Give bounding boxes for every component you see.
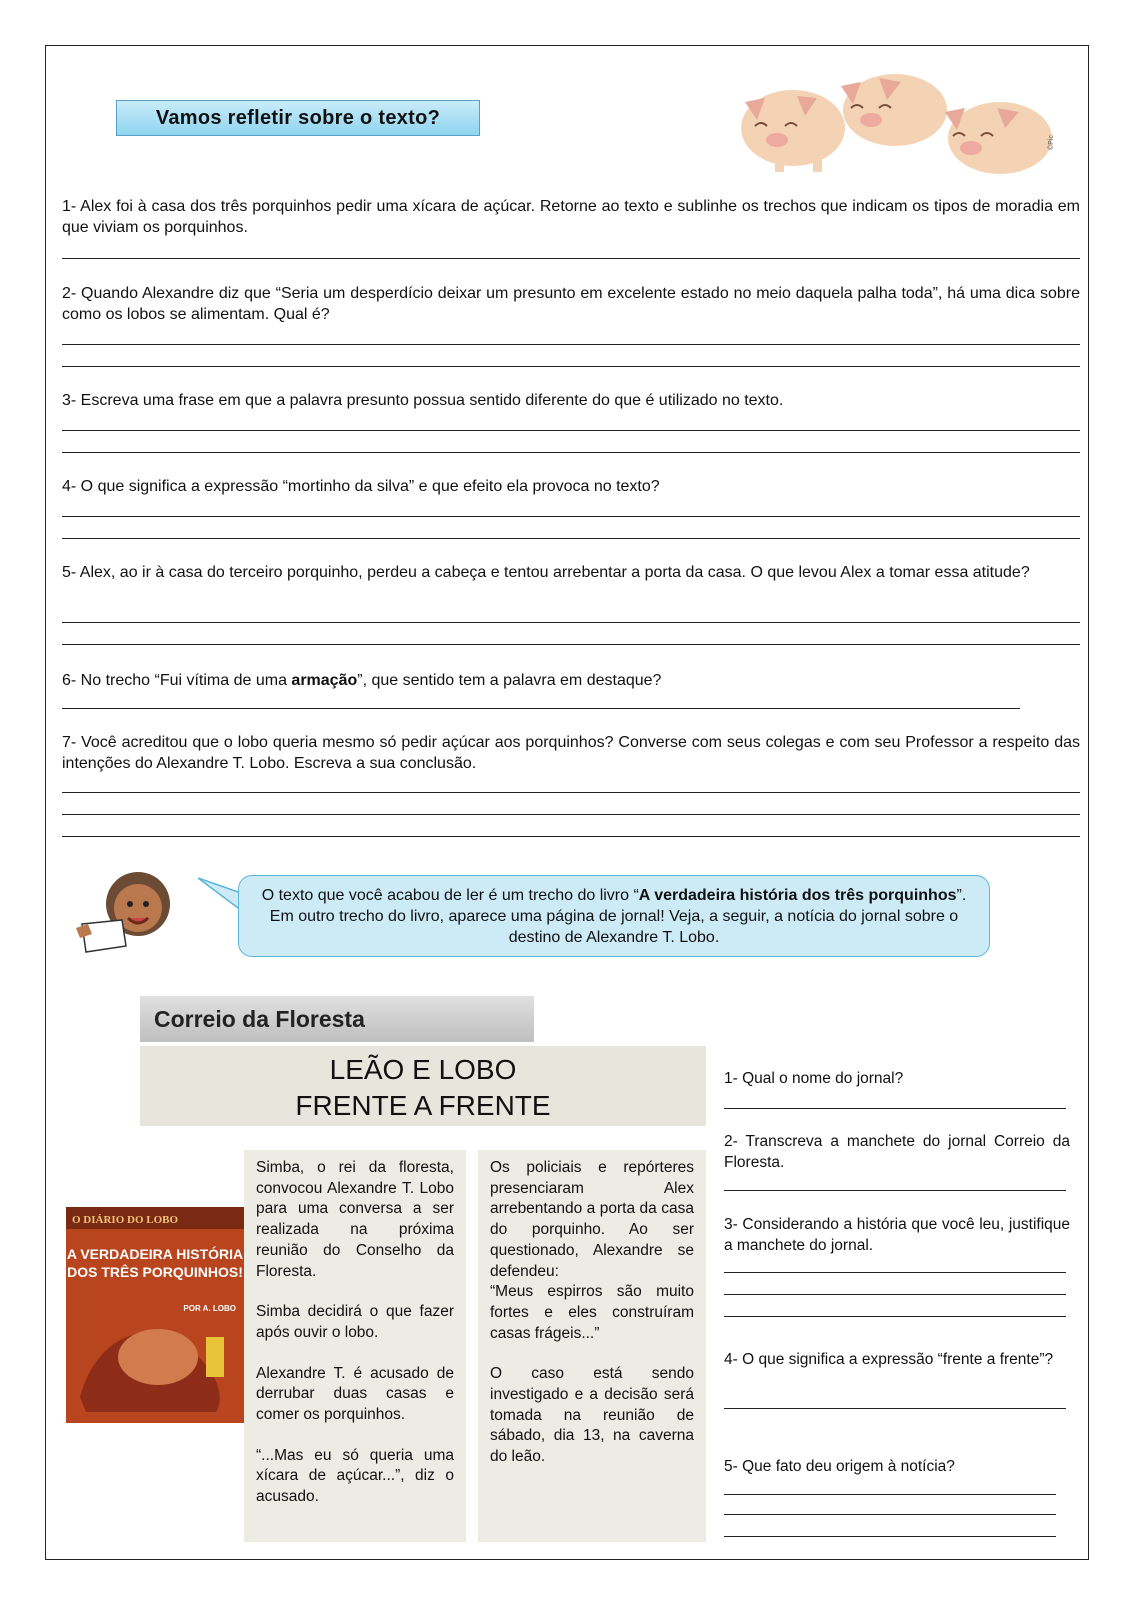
answer-line[interactable] (62, 708, 1020, 709)
pig-1 (741, 90, 845, 172)
article-paragraph: O caso está sendo investigado e a decisão será tomada na reunião de sábado, dia 13, na caverna do leão. (490, 1365, 694, 1466)
book-title-1: A VERDADEIRA HISTÓRIA (66, 1246, 244, 1262)
side-question-1: 1- Qual o nome do jornal? (724, 1070, 904, 1087)
article-paragraph: Simba, o rei da floresta, convocou Alexandre T. Lobo para uma conversa a ser realizada na próxima reunião do Conselho da Floresta. (256, 1159, 454, 1280)
answer-line[interactable] (62, 366, 1080, 367)
answer-line[interactable] (724, 1190, 1066, 1191)
answer-line[interactable] (62, 258, 1080, 259)
side-question-4: 4- O que significa a expressão “frente a frente”? (724, 1351, 1054, 1368)
question-6-text-end: ”, que sentido tem a palavra em destaque? (357, 672, 662, 689)
side-question-5: 5- Que fato deu origem à notícia? (724, 1458, 955, 1475)
side-question-3: 3- Considerando a história que você leu, justifique a manchete do jornal. (724, 1216, 1070, 1254)
article-paragraph: Simba decidirá o que fazer após ouvir o lobo. (256, 1303, 454, 1341)
answer-line[interactable] (724, 1494, 1056, 1495)
bubble-text: O texto que você acabou de ler é um trecho do livro “ (261, 887, 639, 904)
pig-3 (945, 102, 1052, 174)
answer-line[interactable] (62, 792, 1080, 793)
answer-line[interactable] (724, 1536, 1056, 1537)
answer-line[interactable] (62, 516, 1080, 517)
answer-line[interactable] (62, 836, 1080, 837)
book-cover-image (66, 1207, 244, 1423)
answer-line[interactable] (724, 1294, 1066, 1295)
question-7: 7- Você acreditou que o lobo queria mesmo só pedir açúcar aos porquinhos? Converse com seus colegas e com seu Professor a respeito das intenções do Alexandre T. Lobo. Escreva a sua conclusão. (62, 734, 1080, 772)
answer-line[interactable] (724, 1272, 1066, 1273)
answer-line[interactable] (62, 344, 1080, 345)
question-6-highlight: armação (291, 672, 358, 689)
answer-line[interactable] (62, 622, 1080, 623)
speech-bubble (238, 875, 990, 957)
bubble-book-title: A verdadeira história dos três porquinhos (638, 887, 957, 904)
answer-line[interactable] (62, 452, 1080, 453)
answer-line[interactable] (724, 1514, 1056, 1515)
pig-credit: ©Pic (1048, 135, 1055, 150)
question-3: 3- Escreva uma frase em que a palavra presunto possua sentido diferente do que é utilizado no texto. (62, 392, 784, 409)
question-6 (62, 670, 1080, 691)
answer-line[interactable] (62, 430, 1080, 431)
pig-2 (841, 74, 947, 146)
headline-line-1: LEÃO E LOBO (329, 1054, 517, 1085)
article-paragraph: Alexandre T. é acusado de derrubar duas casas e comer os porquinhos. (256, 1364, 454, 1424)
answer-line[interactable] (62, 644, 1080, 645)
question-6-text: 6- No trecho “Fui vítima de uma (62, 672, 292, 689)
answer-line[interactable] (724, 1408, 1066, 1409)
book-author: POR A. LOBO (183, 1304, 236, 1313)
answer-line[interactable] (724, 1316, 1066, 1317)
kid-character-illustration (72, 868, 182, 958)
article-paragraph: Os policiais e repórteres presenciaram Alex arrebentando a porta da casa do porquinho. Ao ser questionado, Alexandre se defendeu: “Meus espirros são muito fortes e eles construíram casas frágeis...” (490, 1159, 694, 1342)
question-1: 1- Alex foi à casa dos três porquinhos pedir uma xícara de açúcar. Retorne ao texto e sublinhe os trechos que indicam os tipos de moradia em que viviam os porquinhos. (62, 198, 1080, 236)
book-top-text: O DIÁRIO DO LOBO (72, 1214, 179, 1226)
side-question-2: 2- Transcreva a manchete do jornal Correio da Floresta. (724, 1133, 1070, 1171)
three-pigs-illustration (735, 68, 1075, 178)
answer-line[interactable] (62, 538, 1080, 539)
article-column-2 (478, 1150, 706, 1542)
newspaper-headline (140, 1046, 706, 1126)
question-4: 4- O que significa a expressão “mortinho da silva” e que efeito ela provoca no texto? (62, 478, 660, 495)
answer-line[interactable] (724, 1108, 1066, 1109)
headline-line-2: FRENTE A FRENTE (295, 1090, 551, 1121)
article-paragraph: “...Mas eu só queria uma xícara de açúcar...”, diz o acusado. (256, 1446, 454, 1506)
article-column-1 (244, 1150, 466, 1542)
section-title: Vamos refletir sobre o texto? (116, 100, 480, 136)
newspaper-name: Correio da Floresta (140, 996, 534, 1044)
bubble-text-end: ”. Em outro trecho do livro, aparece uma página de jornal! Veja, a seguir, a notícia do jornal sobre o destino de Alexandre T. Lobo. (269, 887, 967, 946)
question-5: 5- Alex, ao ir à casa do terceiro porquinho, perdeu a cabeça e tentou arrebentar a porta da casa. O que levou Alex a tomar essa atitude? (62, 564, 1030, 581)
answer-line[interactable] (62, 814, 1080, 815)
book-title-2: DOS TRÊS PORQUINHOS! (67, 1264, 243, 1280)
question-2: 2- Quando Alexandre diz que “Seria um desperdício deixar um presunto em excelente estado no meio daquela palha toda”, há uma dica sobre como os lobos se alimentam. Qual é? (62, 285, 1080, 323)
